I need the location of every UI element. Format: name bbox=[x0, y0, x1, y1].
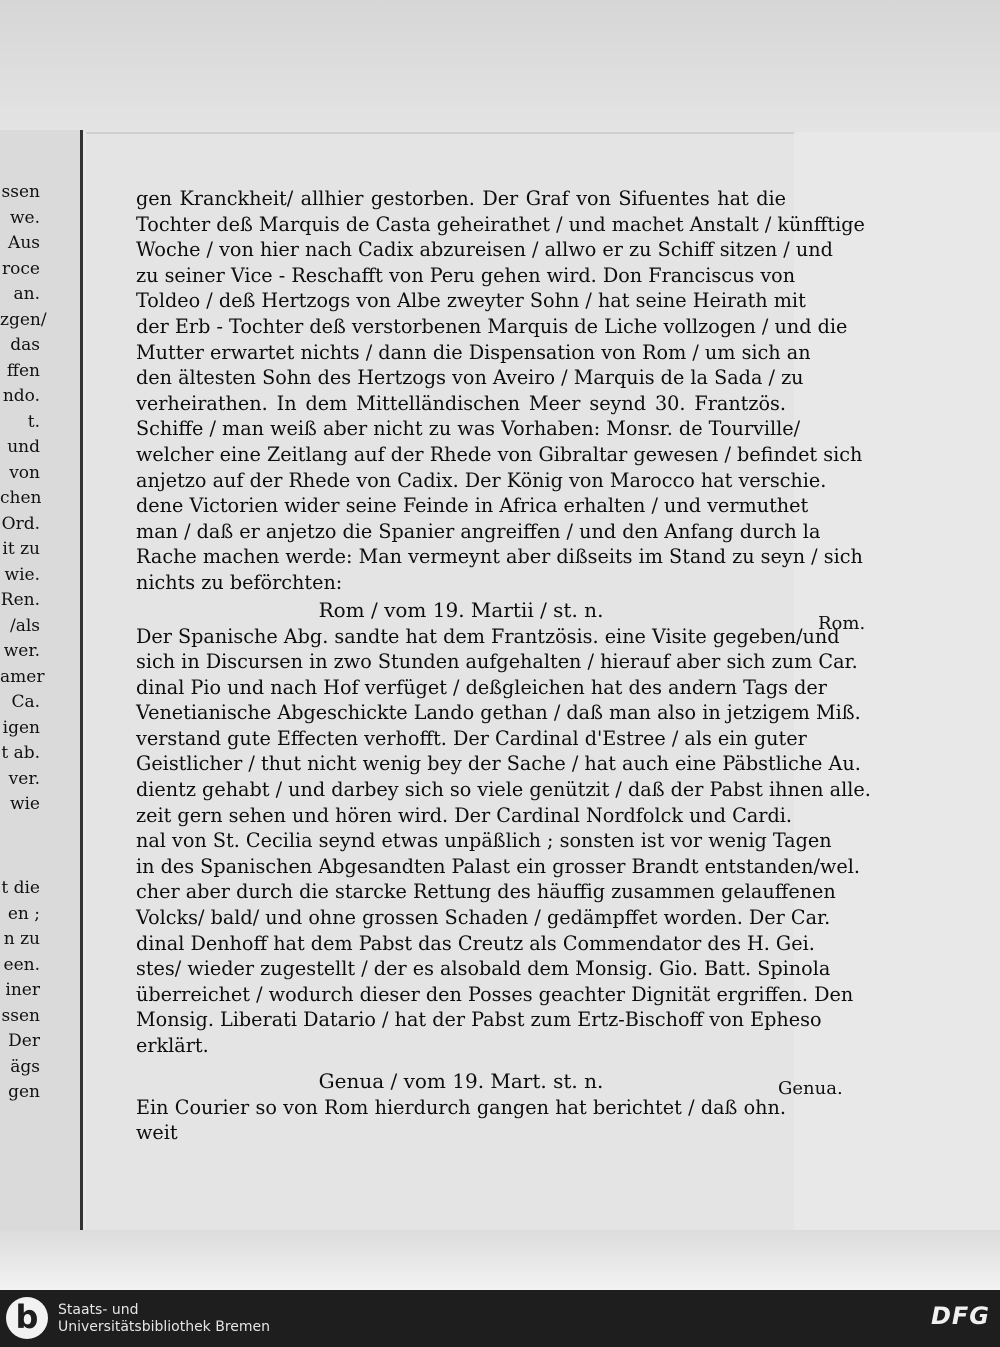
rom-dateline: Rom / vom 19. Martii / st. n. bbox=[318, 597, 604, 622]
left-fragment-line: Aus bbox=[8, 233, 40, 253]
text-line: Geistlicher / thut nicht wenig bey der Sache / hat auch eine Päbstliche Au. bbox=[136, 752, 861, 776]
left-fragment-line: Ca. bbox=[11, 692, 40, 712]
text-line: stes/ wieder zugestellt / der es alsobald dem Monsig. Gio. Batt. Spinola bbox=[136, 957, 831, 981]
dfg-logo: DFG bbox=[930, 1302, 990, 1330]
left-fragment-line: gen bbox=[8, 1082, 40, 1102]
left-fragment-line: ägs bbox=[10, 1056, 40, 1077]
left-fragment-line: it zu bbox=[2, 539, 40, 559]
text-line: Venetianische Abgeschickte Lando gethan / daß man also in jetzigem Miß. bbox=[136, 701, 861, 725]
text-line: Der Spanische Abg. sandte hat dem Frantzösis. eine Visite gegeben/und bbox=[136, 624, 840, 648]
text-line: Rache machen werde: Man vermeynt aber dißseits im Stand zu seyn / sich bbox=[136, 545, 863, 569]
left-fragment-line: zgen/ bbox=[0, 309, 47, 330]
left-fragment-line: wie bbox=[9, 794, 40, 814]
text-line: überreichet / wodurch dieser den Posses geachter Dignität ergriffen. Den bbox=[136, 982, 854, 1006]
left-fragment-line: Der bbox=[8, 1031, 40, 1051]
left-fragment-line: an. bbox=[13, 284, 40, 304]
left-fragment-line: ffen bbox=[6, 360, 40, 381]
madrid-report bbox=[136, 186, 865, 596]
text-line: dinal Denhoff hat dem Pabst das Creutz als Commendator des H. Gei. bbox=[136, 931, 815, 955]
left-fragment-line: das bbox=[10, 335, 40, 355]
text-line: gen Kranckheit/ allhier gestorben. Der Graf von Sifuentes hat die bbox=[136, 187, 786, 210]
text-line: weit bbox=[136, 1121, 178, 1145]
left-fragment-line: chen bbox=[0, 488, 42, 508]
left-fragment-line: t. bbox=[27, 411, 40, 432]
library-name-line2: Universitätsbibliothek Bremen bbox=[58, 1319, 271, 1335]
genua-report bbox=[136, 1095, 786, 1146]
text-line: Tochter deß Marquis de Casta geheirathet / und machet Anstalt / künfftige bbox=[136, 212, 865, 236]
marginal-note-genua: Genua. bbox=[778, 1078, 843, 1099]
left-fragment-line: von bbox=[9, 462, 40, 483]
left-fragment-line: ndo. bbox=[2, 386, 40, 406]
library-name-line1: Staats- und bbox=[58, 1302, 139, 1318]
left-fragment-line: ssen bbox=[1, 1005, 40, 1026]
footer-bar bbox=[0, 1290, 1000, 1347]
text-line: Monsig. Liberati Datario / hat der Pabst zum Ertz-Bischoff von Epheso bbox=[136, 1008, 822, 1032]
text-line: dinal Pio und nach Hof verfüget / deßgleichen hat des andern Tags der bbox=[136, 675, 827, 699]
library-name bbox=[58, 1302, 270, 1336]
text-line: Schiffe / man weiß aber nicht zu was Vorhaben: Monsr. de Tourville/ bbox=[136, 417, 801, 441]
background-sheet bbox=[0, 0, 1000, 132]
marginal-note-rom: Rom. bbox=[818, 613, 866, 634]
text-line: sich in Discursen in zwo Stunden aufgehalten / hierauf aber sich zum Car. bbox=[136, 650, 858, 674]
left-fragment-line: en ; bbox=[7, 903, 40, 924]
left-fragment-line: amer bbox=[0, 666, 45, 687]
left-fragment-line: /als bbox=[9, 615, 40, 636]
text-line: nichts zu beförchten: bbox=[136, 570, 343, 594]
text-line: Toldeo / deß Hertzogs von Albe zweyter Sohn / hat seine Heirath mit bbox=[136, 289, 806, 313]
text-line: den ältesten Sohn des Hertzogs von Aveiro / Marquis de la Sada / zu bbox=[136, 366, 804, 390]
left-fragment-line: we. bbox=[9, 207, 40, 228]
left-fragment-line: igen bbox=[2, 717, 40, 738]
left-fragment-line: Ord. bbox=[1, 513, 40, 534]
text-line: man / daß er anjetzo die Spanier angreiffen / und den Anfang durch la bbox=[136, 519, 821, 543]
left-fragment-line: wer. bbox=[3, 641, 40, 661]
left-page-fragment bbox=[0, 130, 83, 1280]
main-text-block bbox=[136, 186, 871, 1146]
text-line: zeit gern sehen und hören wird. Der Cardinal Nordfolck und Cardi. bbox=[136, 803, 792, 827]
text-line: Woche / von hier nach Cadix abzureisen / allwo er zu Schiff sitzen / und bbox=[136, 238, 833, 262]
left-fragment-line: ver. bbox=[8, 768, 40, 789]
text-line: zu seiner Vice - Reschafft von Peru gehen wird. Don Franciscus von bbox=[136, 263, 796, 287]
text-line: verstand gute Effecten verhofft. Der Cardinal d'Estree / als ein guter bbox=[136, 726, 807, 750]
text-line: Mutter erwartet nichts / dann die Dispensation von Rom / um sich an bbox=[136, 340, 811, 364]
left-fragment-line: iner bbox=[5, 980, 40, 1000]
text-line: welcher eine Zeitlang auf der Rhede von Gibraltar gewesen / befindet sich bbox=[136, 442, 863, 466]
text-line: verheirathen. In dem Mittelländischen Meer seynd 30. Frantzös. bbox=[136, 391, 786, 415]
genua-dateline: Genua / vom 19. Mart. st. n. bbox=[318, 1068, 604, 1093]
left-fragment-line: wie. bbox=[4, 564, 40, 585]
rom-report bbox=[136, 624, 871, 1059]
page-bottom-shadow bbox=[0, 1230, 1000, 1290]
left-fragment-line: und bbox=[7, 437, 40, 457]
left-fragment-line: Ren. bbox=[0, 590, 40, 610]
left-page-text bbox=[0, 180, 47, 1106]
text-line: anjetzo auf der Rhede von Cadix. Der König von Marocco hat verschie. bbox=[136, 468, 827, 492]
left-fragment-line: een. bbox=[3, 954, 40, 975]
text-line: dientz gehabt / und darbey sich so viele genützit / daß der Pabst ihnen alle. bbox=[136, 778, 871, 802]
library-logo: b bbox=[6, 1297, 48, 1339]
left-fragment-line: t die bbox=[1, 878, 40, 898]
main-page bbox=[86, 132, 871, 1246]
left-fragment-line: ssen bbox=[1, 182, 40, 202]
text-line: nal von St. Cecilia seynd etwas unpäßlich ; sonsten ist vor wenig Tagen bbox=[136, 829, 832, 853]
left-fragment-line: roce bbox=[2, 258, 40, 279]
text-line: erklärt. bbox=[136, 1034, 209, 1057]
text-line: dene Victorien wider seine Feinde in Africa erhalten / und vermuthet bbox=[136, 494, 809, 518]
text-line: Ein Courier so von Rom hierdurch gangen hat berichtet / daß ohn. bbox=[136, 1095, 786, 1119]
text-line: der Erb - Tochter deß verstorbenen Marquis de Liche vollzogen / und die bbox=[136, 314, 848, 338]
text-line: Volcks/ bald/ und ohne grossen Schaden / gedämpffet worden. Der Car. bbox=[136, 906, 831, 930]
left-fragment-line: t ab. bbox=[1, 743, 40, 763]
left-fragment-line: n zu bbox=[3, 929, 40, 949]
text-line: in des Spanischen Abgesandten Palast ein grosser Brandt entstanden/wel. bbox=[136, 854, 860, 878]
text-line: cher aber durch die starcke Rettung des häuffig zusammen gelauffenen bbox=[136, 880, 836, 904]
